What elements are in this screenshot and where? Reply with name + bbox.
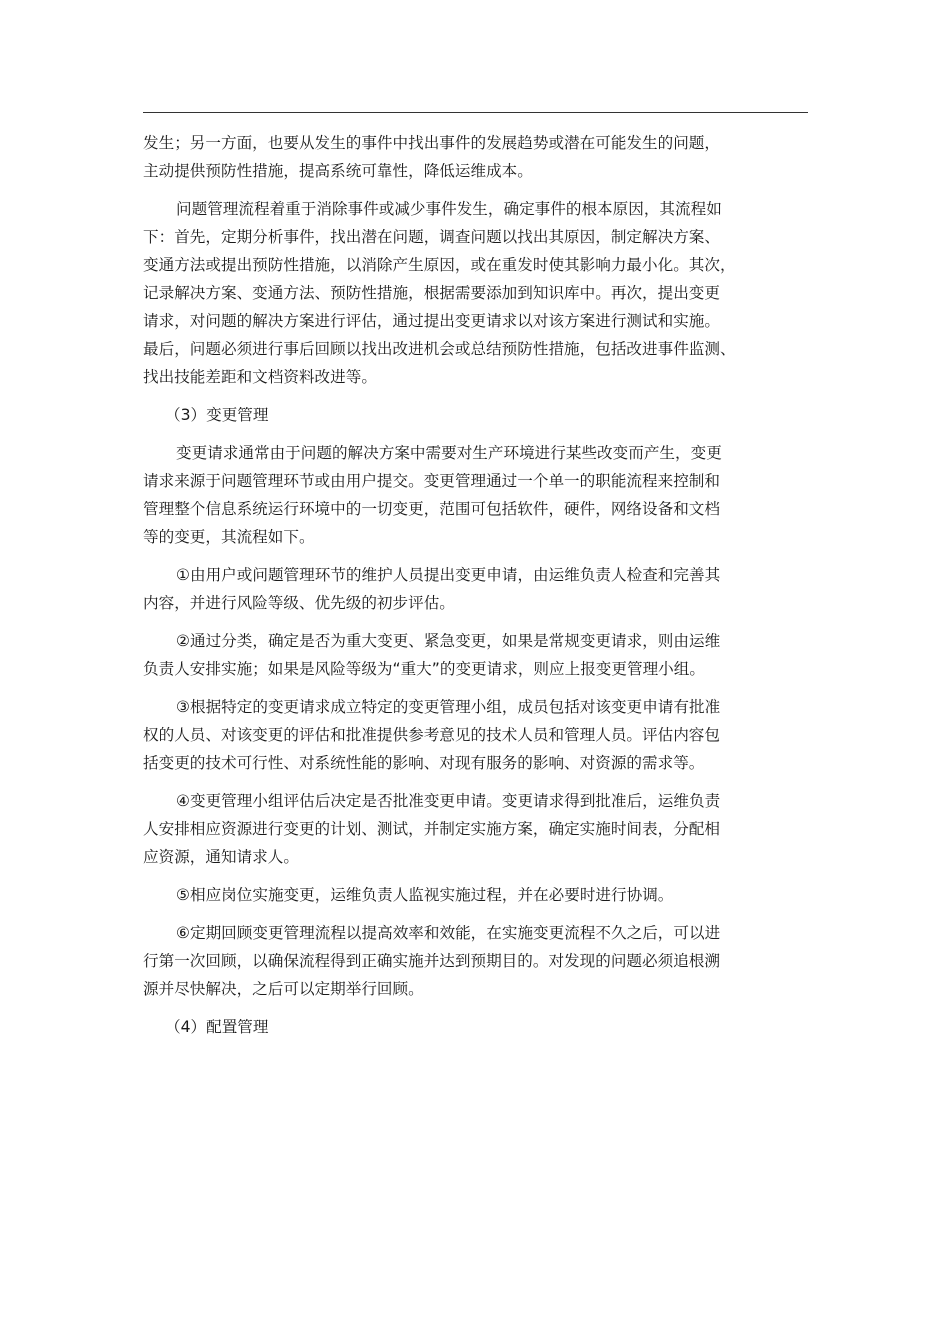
section-heading: [143, 401, 818, 429]
text-line: 找出技能差距和文档资料改进等。: [143, 368, 377, 386]
text-line: （4）配置管理: [165, 1018, 269, 1036]
paragraph-gap: [143, 429, 818, 439]
paragraph-gap: [143, 391, 818, 401]
paragraph: [143, 627, 818, 683]
header-rule: [143, 112, 808, 113]
text-line: 发生；另一方面，也要从发生的事件中找出事件的发展趋势或潜在可能发生的问题，: [143, 134, 720, 152]
paragraph-gap: [143, 617, 818, 627]
paragraph: [143, 693, 818, 777]
paragraph: [143, 881, 818, 909]
text-line: 请求来源于问题管理环节或由用户提交。变更管理通过一个单一的职能流程来控制和: [143, 472, 720, 490]
paragraph: [143, 561, 818, 617]
text-line: 负责人安排实施；如果是风险等级为“重大”的变更请求，则应上报变更管理小组。: [143, 660, 705, 678]
text-line: 下：首先，定期分析事件，找出潜在问题，调查问题以找出其原因，制定解决方案、: [143, 228, 720, 246]
paragraph: [143, 129, 818, 185]
text-line: 主动提供预防性措施，提高系统可靠性，降低运维成本。: [143, 162, 533, 180]
text-line: 记录解决方案、变通方法、预防性措施，根据需要添加到知识库中。再次，提出变更: [143, 284, 720, 302]
section-heading: [143, 1013, 818, 1041]
text-line: 变通方法或提出预防性措施，以消除产生原因，或在重发时使其影响力最小化。其次，: [143, 256, 736, 274]
text-line: （3）变更管理: [165, 406, 269, 424]
paragraph-gap: [143, 185, 818, 195]
text-line: ①由用户或问题管理环节的维护人员提出变更申请，由运维负责人检查和完善其: [176, 566, 721, 584]
text-line: 等的变更，其流程如下。: [143, 528, 315, 546]
paragraph-gap: [143, 777, 818, 787]
text-line: 问题管理流程着重于消除事件或减少事件发生，确定事件的根本原因，其流程如: [176, 200, 722, 218]
text-line: ⑤相应岗位实施变更，运维负责人监视实施过程，并在必要时进行协调。: [176, 886, 674, 904]
text-line: ⑥定期回顾变更管理流程以提高效率和效能，在实施变更流程不久之后，可以进: [176, 924, 721, 942]
document-body: [143, 129, 818, 1041]
paragraph-gap: [143, 909, 818, 919]
text-line: 内容，并进行风险等级、优先级的初步评估。: [143, 594, 455, 612]
text-line: 请求，对问题的解决方案进行评估，通过提出变更请求以对该方案进行测试和实施。: [143, 312, 720, 330]
text-line: ③根据特定的变更请求成立特定的变更管理小组，成员包括对该变更申请有批准: [176, 698, 721, 716]
text-line: 行第一次回顾，以确保流程得到正确实施并达到预期目的。对发现的问题必须追根溯: [143, 952, 720, 970]
paragraph: [143, 919, 818, 1003]
text-line: ④变更管理小组评估后决定是否批准变更申请。变更请求得到批准后，运维负责: [176, 792, 721, 810]
text-line: 权的人员、对该变更的评估和批准提供参考意见的技术人员和管理人员。评估内容包: [143, 726, 720, 744]
text-line: 人安排相应资源进行变更的计划、测试，并制定实施方案，确定实施时间表，分配相: [143, 820, 720, 838]
paragraph: [143, 439, 818, 551]
text-line: 最后，问题必须进行事后回顾以找出改进机会或总结预防性措施，包括改进事件监测、: [143, 340, 736, 358]
paragraph: [143, 787, 818, 871]
paragraph-gap: [143, 551, 818, 561]
text-line: ②通过分类，确定是否为重大变更、紧急变更，如果是常规变更请求，则由运维: [176, 632, 721, 650]
text-line: 管理整个信息系统运行环境中的一切变更，范围可包括软件，硬件，网络设备和文档: [143, 500, 720, 518]
text-line: 源并尽快解决，之后可以定期举行回顾。: [143, 980, 424, 998]
text-line: 变更请求通常由于问题的解决方案中需要对生产环境进行某些改变而产生，变更: [176, 444, 722, 462]
paragraph-gap: [143, 683, 818, 693]
paragraph-gap: [143, 871, 818, 881]
paragraph-gap: [143, 1003, 818, 1013]
text-line: 应资源，通知请求人。: [143, 848, 299, 866]
text-line: 括变更的技术可行性、对系统性能的影响、对现有服务的影响、对资源的需求等。: [143, 754, 705, 772]
paragraph: [143, 195, 818, 391]
